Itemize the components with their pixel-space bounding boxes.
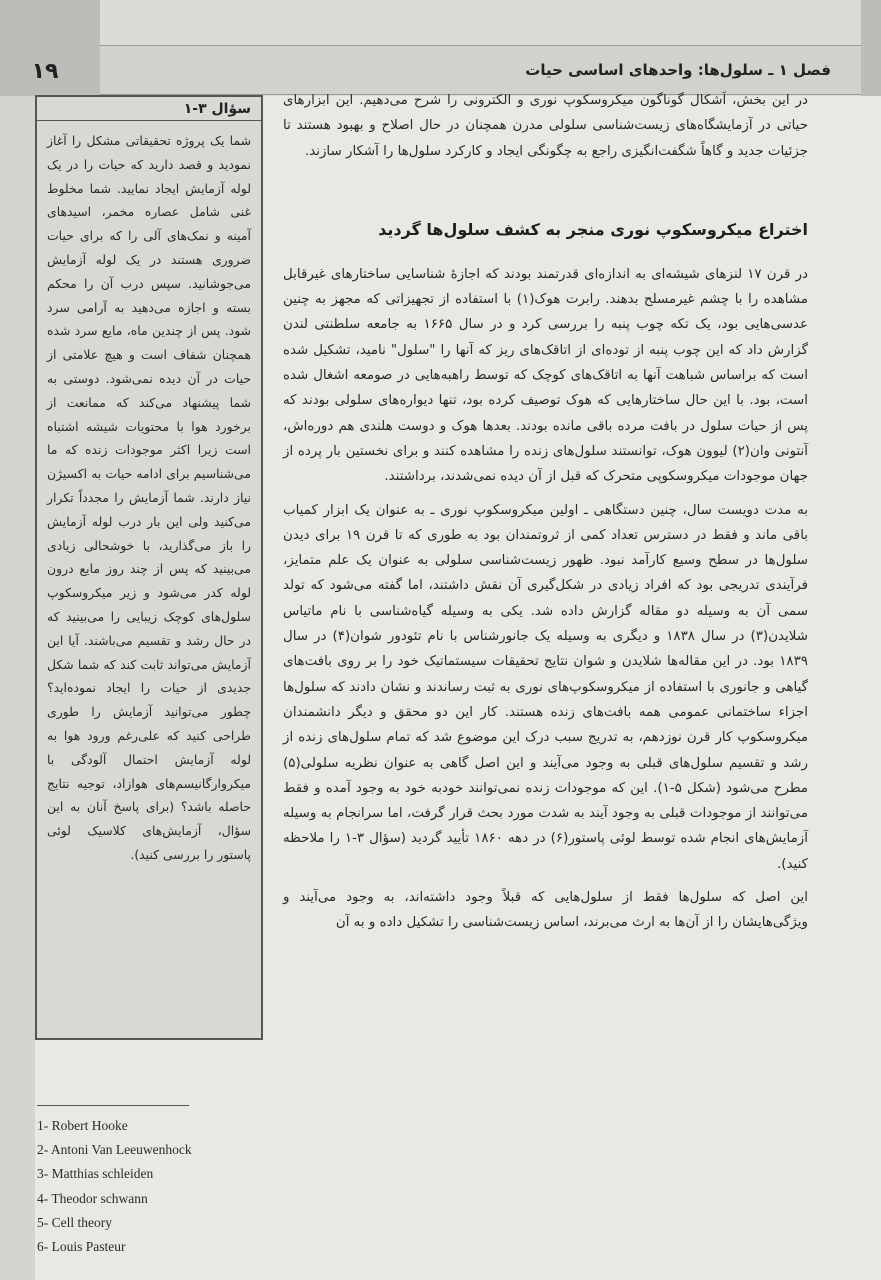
main-text-column [283, 88, 808, 936]
footnote-item: 2- Antoni Van Leeuwenhock [37, 1142, 192, 1158]
footnote-item: 4- Theodor schwann [37, 1190, 148, 1206]
footnote-item: 3- Matthias schleiden [37, 1166, 154, 1182]
page-number: ۱۹ [31, 59, 59, 84]
section-heading: اختراع میکروسکوپ نوری منجر به کشف سلول‌ها گردید [378, 219, 808, 239]
chapter-title: فصل ۱ ـ سلول‌ها: واحدهای اساسی حیات [525, 61, 831, 79]
footnote-item: 6- Louis Pasteur [37, 1239, 126, 1255]
footnote-item: 1- Robert Hooke [37, 1118, 128, 1133]
footnote-item: 5- Cell theory [37, 1214, 112, 1230]
paragraph-inheritance: این اصل که سلول‌ها فقط از سلول‌هایی که قبلاً وجود داشته‌اند، به وجود می‌آیند و ویژگی‌هایشان را از آن‌ها به ارث می‌برند، اساس زیست‌شناسی را تشکیل داده و به آن [283, 890, 808, 931]
question-box [35, 95, 263, 1040]
intro-paragraph: در این بخش، اَشکال گوناگون میکروسکوپ نوری و الکترونی را شرح می‌دهیم. این ابزارهای حیاتی در آزمایشگاه‌های زیست‌شناسی سلولی مدرن همچنان در حال اصلاح و بهبود هستند تا جزئیات جدید و گاهاً شگفت‌انگیزی راجع به چگونگی ایجاد و کارکرد سلول‌ها را آشکار سازند. [283, 93, 808, 159]
left-margin-strip [0, 96, 35, 1280]
question-body: شما یک پروژه تحقیقاتی مشکل را آغاز نمودید و قصد دارید که حیات را در یک لوله آزمایش ایجاد نمایید. شما مخلوط غنی شامل عصاره مخمر، اسیدهای آمینه و نمک‌های آلی را که برای حیات ضروری هستند در یک لوله آزمایش می‌جوشانید. سپس درب آن را محکم بسته و اجازه می‌دهید به آرامی سرد شود. پس از چندین ماه، مایع سرد شده همچنان شفاف است و هیچ علامتی از حیات در آن دیده نمی‌شود. دوستی به شما پیشنهاد می‌کند که ممانعت از برخورد هوا با محتویات شیشه اشتباه است زیرا اکثر موجودات زنده که ما می‌شناسیم برای ادامه حیات به اکسیژن نیاز دارند. شما آزمایش را مجدداً تکرار می‌کنید ولی این بار درب لوله آزمایش را باز می‌گذارید، با خوشحالی زیادی می‌بینید که پس از چند روز مایع درون لوله کدر می‌شود و زیر میکروسکوپ سلول‌های کوچک زیبایی را می‌بینید که در حال رشد و تقسیم می‌باشند. آیا این آزمایش می‌تواند ثابت کند که شما شکل جدیدی از حیات را ایجاد نموده‌اید؟ چطور می‌توانید آزمایش را طوری طراحی کنید که علی‌رغم ورود هوا به لوله آزمایش احتمال آلودگی با میکروارگانیسم‌های هوازاد، توجیه نتایج حاصله باشد؟ (برای پاسخ آنان به این سؤال، آزمایش‌های کلاسیک لوئی پاستور را بررسی کنید). [47, 133, 251, 862]
question-title: سؤال ۳-۱ [37, 97, 261, 121]
footnotes [37, 1114, 337, 1259]
header-shade-right [861, 0, 881, 96]
footnote-rule [37, 1105, 189, 1106]
paragraph-cell-theory: به مدت دویست سال، چنین دستگاهی ـ اولین میکروسکوپ نوری ـ به عنوان یک ابزار کمیاب باقی ماند و فقط در دسترس تعداد کمی از ثروتمندان بود به طوری که تا قرن ۱۹ برای دیدن سلول‌ها در سطح وسیع کارآمد نبود. ظهور زیست‌شناسی سلولی به عنوان یک علم متمایز، فرآیندی تدریجی بود که افراد زیادی در شکل‌گیری آن نقش داشتند، اما گفته می‌شود که تولد سمی آن به وسیله دو مقاله گزارش داده شد. یکی به وسیله گیاه‌شناسی با نام ماتیاس شلایدن(۳) در سال ۱۸۳۸ و دیگری به وسیله یک جانورشناس با نام تئودور شوان(۴) در سال ۱۸۳۹ بود. در این مقاله‌ها شلایدن و شوان نتایج تحقیقات سیستماتیک خود را بر روی بافت‌های گیاهی و جانوری با استفاده از میکروسکوپ‌های نوری به ثبت رساندند و نشان دادند که سلول‌ها اجزاء ساختمانی عمومی همه بافت‌های زنده هستند. کار این دو محقق و دیگر دانشمندان میکروسکوپ کار قرن نوزدهم، به تدریج سبب درک این موضوع شد که تمام سلول‌های زنده از رشد و تقسیم سلول‌های قبلی به وجود می‌آیند و این اصل گاهی به عنوان نظریه سلولی(۵) مطرح می‌شود (شکل ۵-۱). این که موجودات زنده نمی‌توانند خودبه خود به وجود آمده و فقط می‌توانند از موجودات قبلی به وجود آیند به شدت مورد بحث قرار گرفت، اما سرانجام به وسیله آزمایش‌های انجام شده توسط لوئی پاستور(۶) در دهه ۱۸۶۰ تأیید گردید (سؤال ۳-۱ را ملاحظه کنید). [283, 502, 808, 872]
paragraph-hooke: در قرن ۱۷ لنزهای شیشه‌ای به اندازه‌ای قدرتمند بودند که اجازهٔ شناسایی ساختارهای غیرقابل مشاهده را با چشم غیرمسلح بدهند. رابرت هوک(۱) با استفاده از تجهیزاتی که مجهز به چنین عدسی‌هایی بود، یک تکه چوب پنبه را بررسی کرد و در سال ۱۶۶۵ به جامعه سلطنتی لندن گزارش داد که این چوب پنبه از توده‌ای از اتاقک‌های ریز که آنها را "سلول" نامید، تشکیل شده است که براساس شباهت آنها به اتاقک‌های کوچک که توسط راهبه‌هایی در صومعه اشغال شده است، بود. با این حال ساختارهایی که هوک توصیف کرده بود، تنها دیواره‌های سلولی بودند که پس از حیات سلول در بافت مرده باقی مانده بودند. بعدها هوک و دوست هلندی هم دوره‌اش، آنتونی وان(۲) لیوون هوک، توانستند سلول‌های زنده را مشاهده کنند و برای نخستین بار پرده از جهان موجودات میکروسکوپی متحرک که قبل از آن دیده نمی‌شدند، برداشتند. [283, 266, 808, 485]
